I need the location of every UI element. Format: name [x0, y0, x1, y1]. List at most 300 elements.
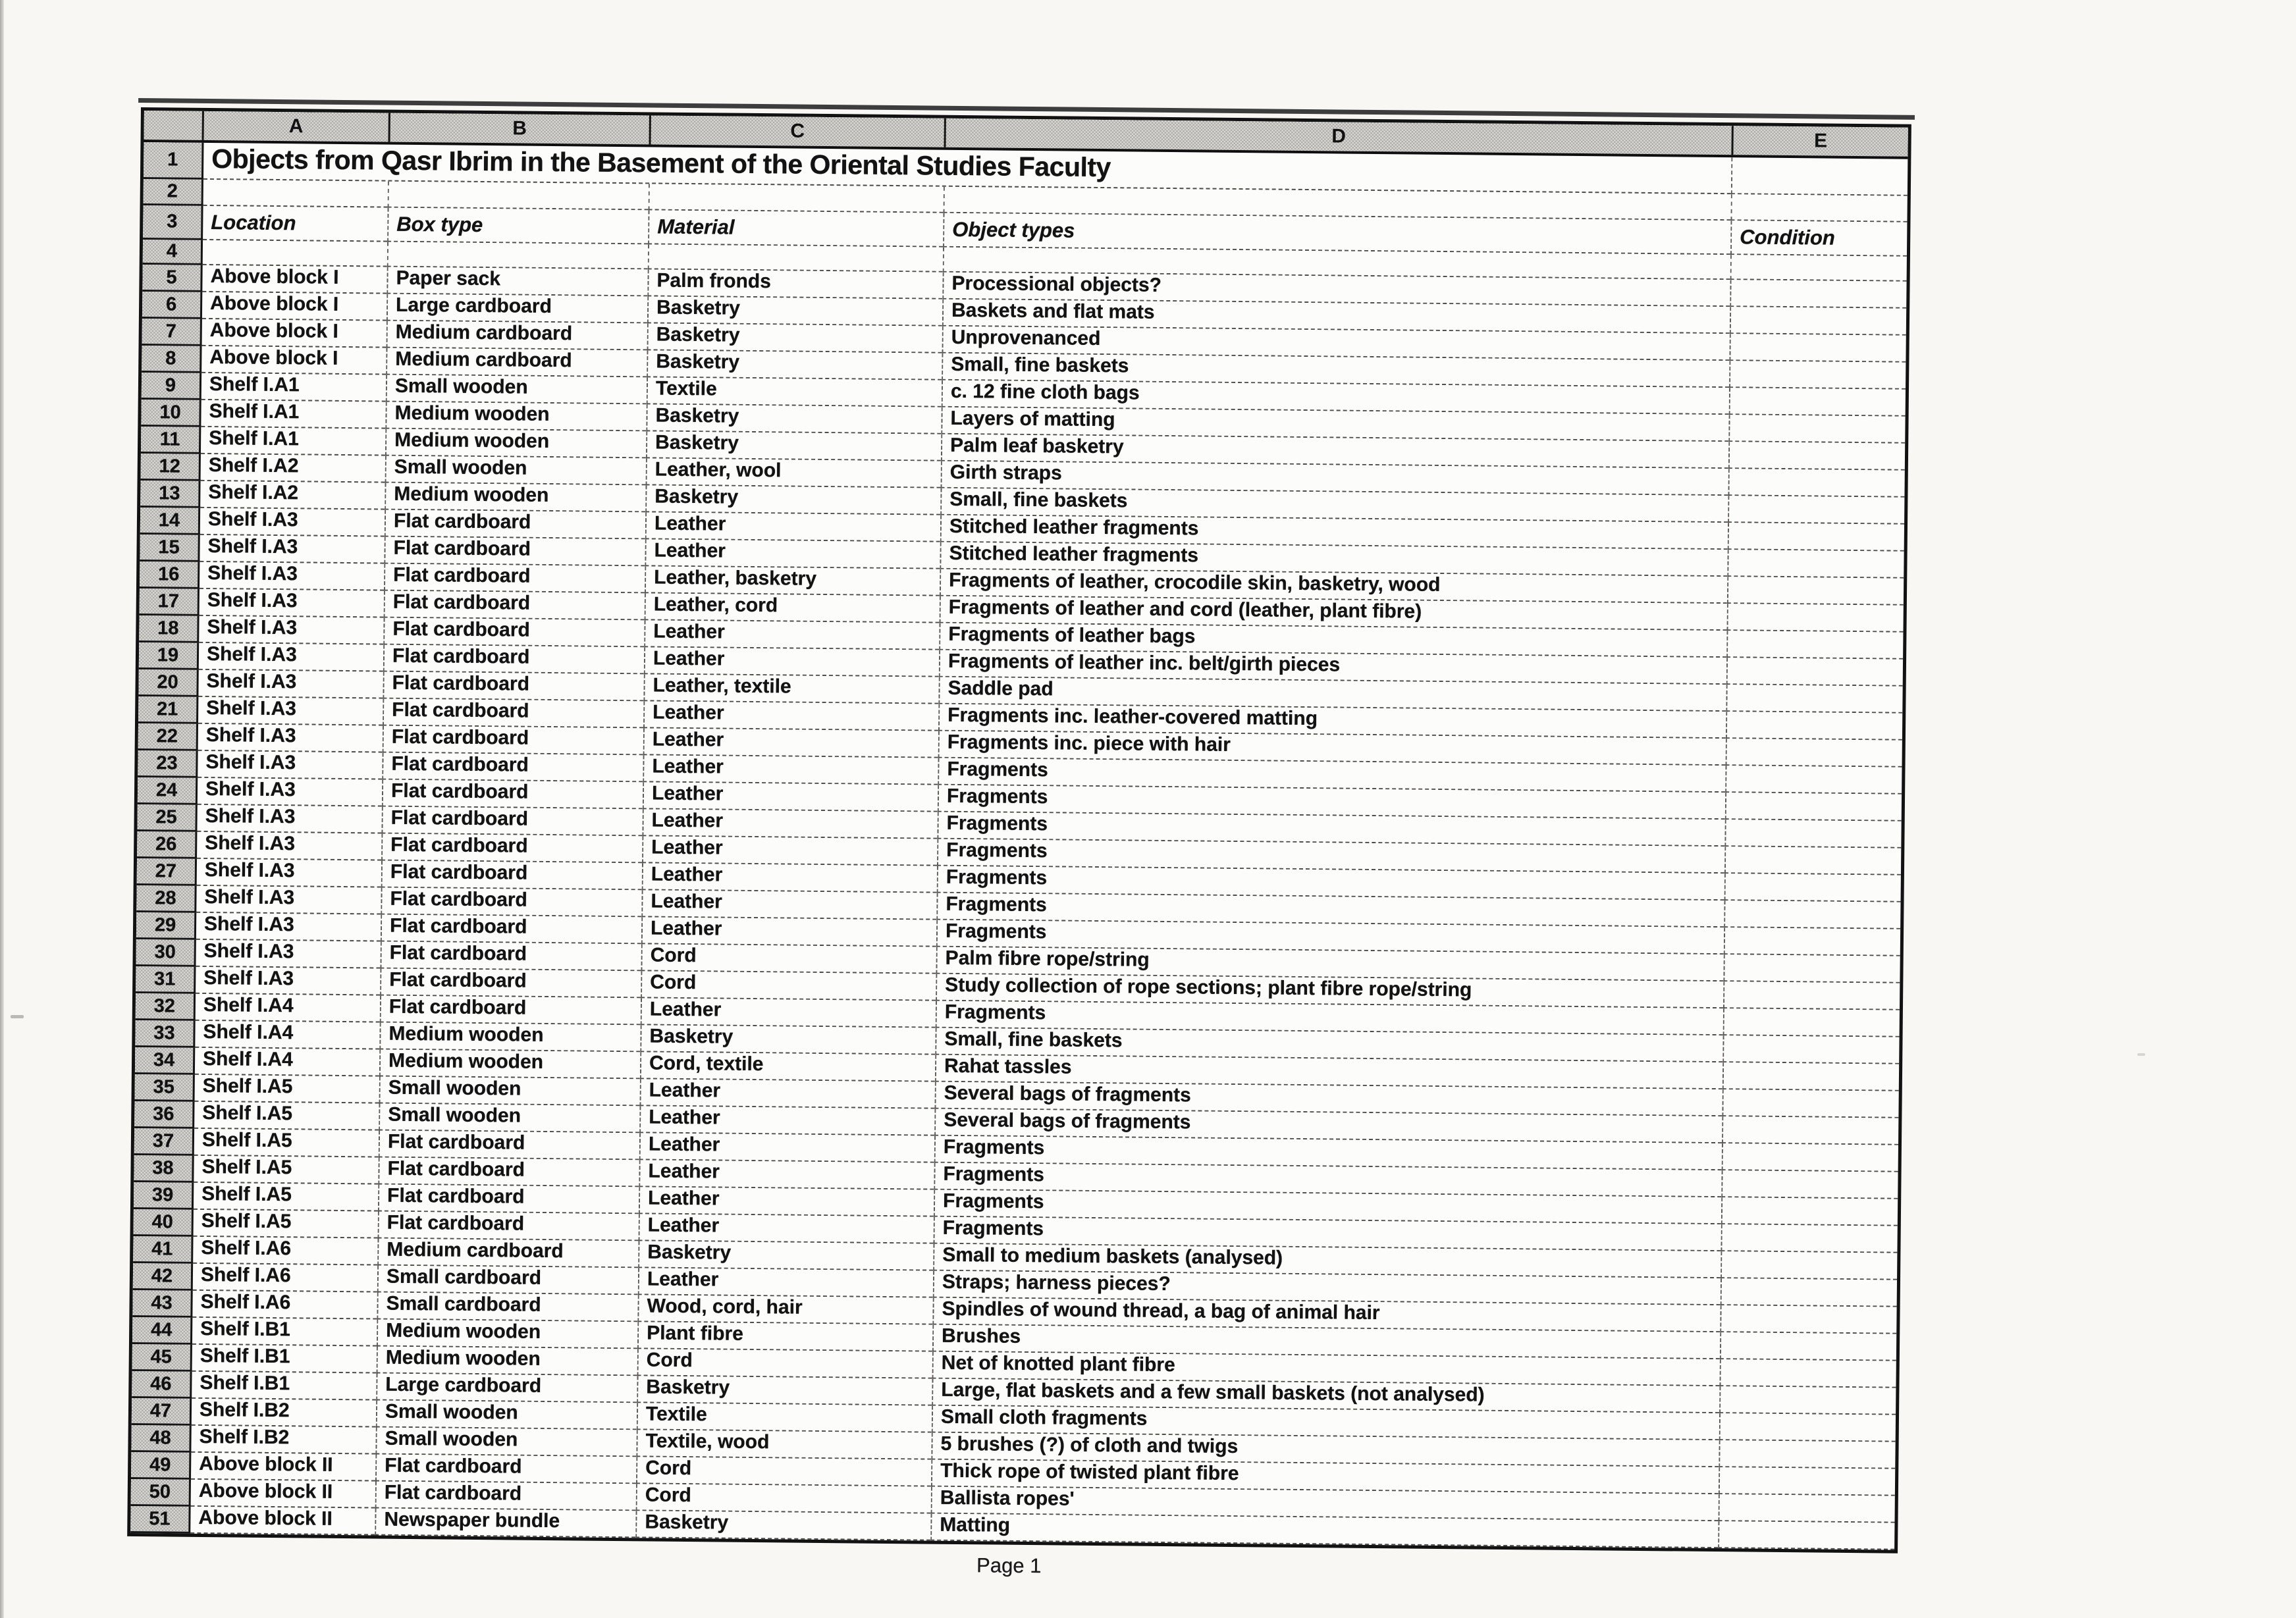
cell-object-types: Fragments	[936, 893, 1724, 927]
row-number: 28	[136, 885, 196, 913]
cell-condition	[1727, 550, 1904, 579]
cell-object-types: Large, flat baskets and a few small baskets (not analysed)	[932, 1379, 1719, 1413]
column-letter-d: D	[944, 118, 1731, 155]
cell-condition	[1719, 1386, 1896, 1415]
cell-material: Basketry	[635, 1511, 930, 1540]
row-number: 50	[131, 1479, 191, 1507]
row-number: 6	[142, 292, 202, 319]
row-number: 21	[138, 696, 198, 724]
row-number: 8	[142, 346, 201, 373]
cell-object-types: Processional objects?	[942, 273, 1730, 307]
cell-material: Basketry	[645, 485, 940, 515]
cell-material: Cord, textile	[640, 1052, 935, 1082]
cell-object-types: Fragments inc. leather-covered matting	[938, 704, 1726, 739]
cell-condition	[1724, 820, 1901, 848]
cell-box-type: Flat cardboard	[383, 672, 643, 702]
cell-location: Shelf I.A3	[200, 589, 384, 618]
cell-material: Leather, cord	[645, 593, 940, 623]
cell-condition	[1721, 1170, 1898, 1199]
cell-location: Shelf I.A3	[197, 805, 381, 834]
cell-box-type: Flat cardboard	[384, 537, 645, 567]
cell-box-type: Flat cardboard	[382, 780, 643, 810]
cell-condition	[1726, 658, 1903, 687]
cell-box-type: Flat cardboard	[385, 510, 645, 540]
cell-condition	[1726, 604, 1903, 633]
row-number: 45	[132, 1344, 192, 1372]
row-number: 5	[142, 265, 202, 292]
cell-material: Leather, wool	[646, 458, 941, 488]
cell-box-type: Medium wooden	[379, 1023, 640, 1053]
cell-condition	[1723, 954, 1900, 983]
cell-box-type: Small wooden	[379, 1104, 639, 1134]
cell-object-types: Unprovenanced	[942, 326, 1729, 361]
empty-cell	[388, 182, 649, 211]
cell-condition	[1725, 793, 1902, 822]
cell-material: Cord	[636, 1484, 931, 1513]
cell-box-type: Large cardboard	[387, 294, 647, 324]
cell-object-types: Layers of matting	[941, 407, 1728, 442]
row-number: 32	[136, 993, 196, 1021]
cell-material: Leather, textile	[643, 674, 938, 704]
row-number: 11	[141, 427, 201, 454]
cell-object-types: Fragments	[934, 1163, 1721, 1197]
cell-condition	[1728, 523, 1904, 552]
cell-material: Leather	[641, 890, 936, 920]
cell-material: Cord	[641, 971, 936, 1001]
cell-material: Basketry	[647, 296, 942, 326]
cell-material: Basketry	[647, 350, 942, 380]
row-number: 23	[138, 750, 198, 778]
cell-box-type: Large cardboard	[376, 1374, 637, 1403]
cell-object-types: Saddle pad	[938, 677, 1726, 712]
row-number: 13	[140, 481, 200, 508]
cell-location: Above block II	[191, 1480, 375, 1509]
cell-condition	[1724, 900, 1900, 929]
cell-object-types: Palm leaf basketry	[941, 434, 1728, 469]
empty-cell	[1730, 255, 1907, 282]
cell-location: Shelf I.B1	[192, 1318, 377, 1347]
cell-material: Leather	[641, 917, 936, 947]
cell-box-type: Flat cardboard	[380, 942, 641, 972]
row-number: 3	[143, 205, 203, 240]
row-number: 46	[132, 1371, 192, 1399]
cell-material: Leather	[643, 755, 938, 785]
empty-cell	[1731, 157, 1908, 196]
cell-object-types: Fragments	[936, 920, 1724, 954]
cell-location: Shelf I.A3	[197, 859, 381, 888]
cell-condition	[1729, 388, 1906, 417]
empty-cell	[203, 180, 388, 208]
cell-location: Shelf I.A5	[194, 1210, 378, 1239]
cell-box-type: Medium wooden	[377, 1347, 637, 1376]
cell-condition	[1723, 1008, 1900, 1037]
cell-location: Shelf I.A3	[197, 832, 381, 861]
cell-material: Basketry	[640, 1025, 935, 1055]
row-number: 37	[134, 1128, 194, 1156]
cell-object-types: Fragments	[937, 839, 1724, 874]
row-number: 42	[133, 1263, 193, 1291]
cell-location: Shelf I.B1	[192, 1345, 377, 1374]
scanner-edge-shadow	[0, 0, 4, 1618]
cell-box-type: Medium wooden	[385, 483, 645, 513]
cell-box-type: Small wooden	[379, 1077, 639, 1107]
cell-material: Plant fibre	[637, 1322, 932, 1351]
row-number: 2	[144, 179, 203, 206]
cell-condition	[1722, 1116, 1898, 1145]
cell-object-types: Fragments	[937, 812, 1724, 847]
row-number: 26	[137, 831, 197, 859]
row-number: 4	[143, 240, 203, 265]
cell-material: Basketry	[646, 431, 941, 461]
row-number: 47	[132, 1398, 192, 1426]
cell-condition	[1724, 874, 1901, 902]
cell-object-types: Small, fine baskets	[940, 488, 1728, 523]
cell-location: Shelf I.A4	[196, 994, 380, 1023]
row-number: 15	[140, 535, 200, 562]
cell-location: Shelf I.B2	[192, 1399, 376, 1428]
header-material: Material	[648, 210, 943, 247]
cell-material: Wood, cord, hair	[637, 1295, 932, 1324]
cell-condition	[1719, 1467, 1895, 1496]
cell-location: Shelf I.A6	[192, 1291, 377, 1320]
cell-condition	[1722, 1089, 1898, 1118]
row-number: 40	[134, 1209, 194, 1237]
empty-cell	[1730, 194, 1907, 222]
cell-condition	[1728, 442, 1905, 471]
cell-object-types: Fragments inc. piece with hair	[938, 731, 1726, 766]
cell-object-types: Small to medium baskets (analysed)	[933, 1244, 1721, 1278]
cell-object-types: Fragments	[933, 1217, 1721, 1251]
row-number: 48	[131, 1425, 191, 1453]
row-number: 19	[139, 642, 199, 670]
cell-object-types: Straps; harness pieces?	[933, 1271, 1721, 1305]
cell-object-types: Small, fine baskets	[935, 1028, 1722, 1062]
page-footer: Page 1	[976, 1553, 1042, 1578]
cell-material: Basketry	[646, 404, 941, 434]
row-number: 51	[130, 1506, 190, 1534]
cell-material: Palm fronds	[647, 269, 942, 299]
cell-location: Shelf I.A1	[201, 373, 386, 402]
cell-box-type: Paper sack	[387, 267, 647, 297]
row-number: 41	[133, 1236, 193, 1264]
cell-material: Leather, basketry	[645, 566, 940, 596]
cell-location: Shelf I.A3	[196, 913, 381, 942]
cell-object-types: Fragments of leather bags	[939, 623, 1726, 658]
cell-material: Leather	[639, 1133, 934, 1162]
sheet-title: Objects from Qasr Ibrim in the Basement of the Oriental Studies Faculty	[203, 143, 1731, 194]
cell-material: Leather	[643, 701, 938, 731]
cell-box-type: Small wooden	[386, 375, 647, 405]
cell-object-types: 5 brushes (?) of cloth and twigs	[931, 1433, 1719, 1467]
empty-cell	[648, 244, 943, 272]
cell-material: Leather	[643, 782, 938, 812]
cell-location: Shelf I.A3	[198, 724, 383, 753]
cell-box-type: Small cardboard	[377, 1293, 637, 1322]
cell-material: Textile, wood	[636, 1430, 931, 1459]
cell-condition	[1719, 1440, 1895, 1469]
cell-material: Leather	[643, 728, 938, 758]
cell-material: Leather	[642, 809, 937, 839]
cell-location: Shelf I.B1	[192, 1372, 376, 1401]
cell-box-type: Flat cardboard	[381, 888, 641, 918]
cell-object-types: Net of knotted plant fibre	[932, 1352, 1720, 1386]
empty-cell	[203, 240, 387, 267]
cell-material: Cord	[636, 1457, 931, 1486]
cell-object-types: Several bags of fragments	[934, 1109, 1722, 1143]
row-number: 38	[134, 1155, 194, 1183]
cell-material: Cord	[641, 944, 936, 974]
cell-condition	[1720, 1305, 1896, 1334]
cell-condition	[1729, 361, 1906, 390]
column-letter-e: E	[1731, 126, 1908, 157]
cell-material: Cord	[637, 1349, 932, 1378]
cell-box-type: Flat cardboard	[381, 834, 642, 864]
cell-material: Basketry	[638, 1241, 933, 1270]
cell-object-types: Several bags of fragments	[934, 1082, 1722, 1116]
cell-object-types: Palm fibre rope/string	[936, 947, 1723, 981]
cell-location: Shelf I.A3	[198, 670, 383, 699]
cell-object-types: Fragments	[937, 866, 1724, 900]
row-number: 33	[135, 1020, 195, 1048]
row-number: 10	[141, 400, 201, 427]
row-number: 9	[142, 373, 201, 400]
cell-location: Shelf I.A5	[194, 1183, 378, 1212]
cell-condition	[1726, 685, 1902, 714]
row-number: 44	[132, 1317, 192, 1345]
cell-location: Shelf I.A5	[194, 1156, 378, 1185]
row-number: 24	[138, 777, 198, 805]
cell-location: Shelf I.A3	[200, 562, 384, 591]
row-number: 17	[140, 588, 200, 616]
cell-object-types: Fragments	[938, 785, 1725, 820]
cell-condition	[1722, 1035, 1899, 1064]
cell-object-types: Fragments	[938, 758, 1725, 793]
cell-box-type: Medium wooden	[385, 429, 646, 459]
empty-cell	[649, 184, 944, 213]
row-number: 27	[137, 858, 197, 886]
cell-location: Shelf I.A1	[201, 427, 385, 456]
cell-location: Shelf I.A3	[199, 616, 383, 645]
cell-location: Shelf I.A3	[200, 508, 385, 537]
cell-condition	[1727, 577, 1904, 606]
cell-box-type: Flat cardboard	[383, 726, 643, 756]
cell-box-type: Medium cardboard	[377, 1239, 638, 1268]
row-number: 49	[131, 1452, 191, 1480]
cell-box-type: Medium wooden	[385, 402, 646, 432]
cell-box-type: Medium wooden	[377, 1320, 637, 1349]
cell-material: Leather	[639, 1106, 934, 1135]
cell-box-type: Small cardboard	[377, 1266, 638, 1295]
cell-condition	[1718, 1494, 1894, 1523]
corner-cell	[144, 111, 204, 140]
cell-condition	[1728, 496, 1904, 525]
cell-box-type: Flat cardboard	[375, 1455, 636, 1484]
cell-material: Leather	[644, 647, 939, 677]
cell-box-type: Medium wooden	[379, 1050, 640, 1080]
row-number: 14	[140, 508, 200, 535]
cell-location: Shelf I.A2	[201, 454, 385, 483]
cell-box-type: Flat cardboard	[381, 915, 641, 945]
column-letter-b: B	[388, 113, 649, 145]
cell-box-type: Flat cardboard	[384, 564, 645, 594]
cell-location: Shelf I.A4	[195, 1021, 379, 1050]
cell-condition	[1730, 280, 1906, 309]
row-number: 29	[136, 912, 196, 940]
cell-condition	[1724, 847, 1901, 875]
cell-location: Shelf I.A1	[201, 400, 385, 429]
cell-object-types: Baskets and flat mats	[942, 300, 1730, 334]
cell-material: Textile	[637, 1403, 932, 1432]
row-number: 1	[144, 142, 204, 180]
cell-box-type: Flat cardboard	[383, 618, 644, 648]
cell-condition	[1721, 1224, 1897, 1253]
cell-box-type: Flat cardboard	[382, 753, 643, 783]
cell-object-types: Fragments of leather and cord (leather, plant fibre)	[940, 596, 1727, 631]
cell-box-type: Flat cardboard	[378, 1185, 639, 1214]
cell-material: Leather	[639, 1214, 934, 1243]
cell-location: Shelf I.A3	[199, 643, 383, 672]
row-number: 12	[141, 454, 201, 481]
cell-condition	[1720, 1332, 1896, 1361]
cell-material: Leather	[639, 1187, 934, 1216]
row-number: 16	[140, 561, 200, 589]
cell-material: Basketry	[647, 323, 942, 353]
row-number: 39	[134, 1182, 194, 1210]
row-number: 30	[136, 939, 196, 967]
row-number: 20	[138, 669, 198, 697]
cell-condition	[1721, 1278, 1897, 1307]
row-number: 31	[136, 966, 196, 994]
cell-object-types: Fragments	[934, 1136, 1722, 1170]
header-box-type: Box type	[387, 208, 648, 245]
cell-box-type: Small wooden	[376, 1401, 637, 1430]
cell-box-type: Flat cardboard	[378, 1158, 639, 1187]
cell-condition	[1726, 631, 1903, 660]
cell-location: Shelf I.A3	[198, 778, 382, 807]
cell-condition	[1724, 927, 1900, 956]
cell-box-type: Medium cardboard	[387, 321, 647, 351]
cell-box-type: Flat cardboard	[381, 861, 642, 891]
cell-object-types: c. 12 fine cloth bags	[942, 380, 1729, 415]
cell-location: Shelf I.A5	[194, 1102, 379, 1131]
cell-box-type: Flat cardboard	[378, 1212, 639, 1241]
cell-material: Textile	[647, 377, 942, 407]
scan-artifact-mark	[11, 1015, 24, 1018]
cell-object-types: Study collection of rope sections; plant fibre rope/string	[936, 974, 1723, 1008]
cell-location: Shelf I.B2	[191, 1426, 375, 1455]
row-number: 25	[137, 804, 197, 832]
cell-object-types: Fragments of leather inc. belt/girth pieces	[939, 650, 1726, 685]
row-number: 36	[134, 1101, 194, 1129]
scanned-spreadsheet-page	[127, 107, 1912, 1578]
cell-object-types: Stitched leather fragments	[940, 542, 1727, 577]
header-condition: Condition	[1730, 221, 1907, 257]
cell-location: Shelf I.A3	[196, 940, 380, 969]
cell-box-type: Flat cardboard	[380, 996, 641, 1026]
cell-box-type: Flat cardboard	[381, 807, 642, 837]
cell-condition	[1722, 1062, 1899, 1091]
cell-condition	[1723, 981, 1900, 1010]
cell-object-types: Fragments of leather, crocodile skin, basketry, wood	[940, 569, 1727, 604]
cell-location: Shelf I.A6	[193, 1264, 377, 1293]
cell-material: Leather	[645, 539, 940, 569]
cell-material: Leather	[642, 836, 937, 866]
scan-artifact-mark	[2137, 1053, 2145, 1056]
cell-box-type: Flat cardboard	[380, 969, 641, 999]
cell-condition	[1721, 1197, 1898, 1226]
cell-material: Leather	[645, 512, 940, 542]
cell-condition	[1728, 415, 1905, 444]
cell-box-type: Flat cardboard	[375, 1482, 636, 1511]
cell-condition	[1726, 712, 1902, 741]
spreadsheet-table	[127, 107, 1911, 1553]
cell-condition	[1719, 1359, 1896, 1388]
cell-object-types: Brushes	[932, 1325, 1720, 1359]
cell-box-type: Small wooden	[385, 456, 646, 486]
cell-location: Shelf I.A2	[200, 481, 385, 510]
cell-object-types: Small cloth fragments	[932, 1406, 1719, 1440]
cell-object-types: Girth straps	[941, 461, 1728, 496]
cell-location: Above block II	[190, 1507, 375, 1536]
empty-cell	[387, 242, 648, 270]
cell-object-types: Thick rope of twisted plant fibre	[931, 1460, 1719, 1494]
cell-object-types: Spindles of wound thread, a bag of animal hair	[932, 1298, 1720, 1332]
cell-object-types: Small, fine baskets	[942, 353, 1729, 388]
cell-object-types: Ballista ropes'	[931, 1487, 1719, 1521]
header-object-types: Object types	[943, 213, 1730, 255]
cell-object-types: Rahat tassles	[935, 1055, 1722, 1089]
cell-location: Shelf I.A4	[195, 1048, 379, 1077]
cell-object-types: Fragments	[936, 1001, 1723, 1035]
row-number: 22	[138, 723, 198, 751]
cell-location: Shelf I.A3	[198, 697, 383, 726]
cell-material: Leather	[639, 1079, 934, 1109]
cell-location: Shelf I.A3	[196, 967, 380, 996]
data-rows	[130, 265, 1906, 1550]
cell-location: Above block I	[202, 292, 387, 321]
cell-box-type: Flat cardboard	[379, 1131, 639, 1161]
cell-location: Above block I	[202, 265, 387, 294]
cell-box-type: Flat cardboard	[384, 591, 645, 621]
cell-box-type: Newspaper bundle	[375, 1509, 635, 1538]
cell-object-types: Stitched leather fragments	[940, 515, 1728, 550]
cell-location: Shelf I.A3	[200, 535, 384, 564]
cell-location: Above block II	[191, 1453, 375, 1482]
cell-box-type: Flat cardboard	[383, 645, 644, 675]
cell-condition	[1728, 469, 1904, 498]
cell-condition	[1718, 1521, 1894, 1550]
cell-condition	[1726, 739, 1902, 768]
cell-box-type: Small wooden	[375, 1428, 636, 1457]
cell-material: Leather	[644, 620, 939, 650]
row-number: 35	[135, 1074, 195, 1102]
cell-material: Leather	[642, 863, 937, 893]
cell-location: Shelf I.A3	[196, 886, 381, 915]
row-number: 18	[139, 615, 199, 643]
cell-object-types: Matting	[930, 1514, 1718, 1548]
cell-location: Shelf I.A6	[193, 1237, 377, 1266]
cell-condition	[1721, 1251, 1897, 1280]
cell-location: Shelf I.A5	[195, 1075, 379, 1104]
cell-location: Shelf I.A5	[194, 1129, 379, 1158]
cell-material: Basketry	[637, 1376, 932, 1405]
cell-condition	[1729, 334, 1906, 363]
cell-condition	[1719, 1413, 1896, 1442]
cell-material: Leather	[641, 998, 936, 1028]
cell-box-type: Medium cardboard	[386, 348, 647, 378]
cell-material: Leather	[639, 1160, 934, 1189]
row-number: 7	[142, 319, 202, 346]
